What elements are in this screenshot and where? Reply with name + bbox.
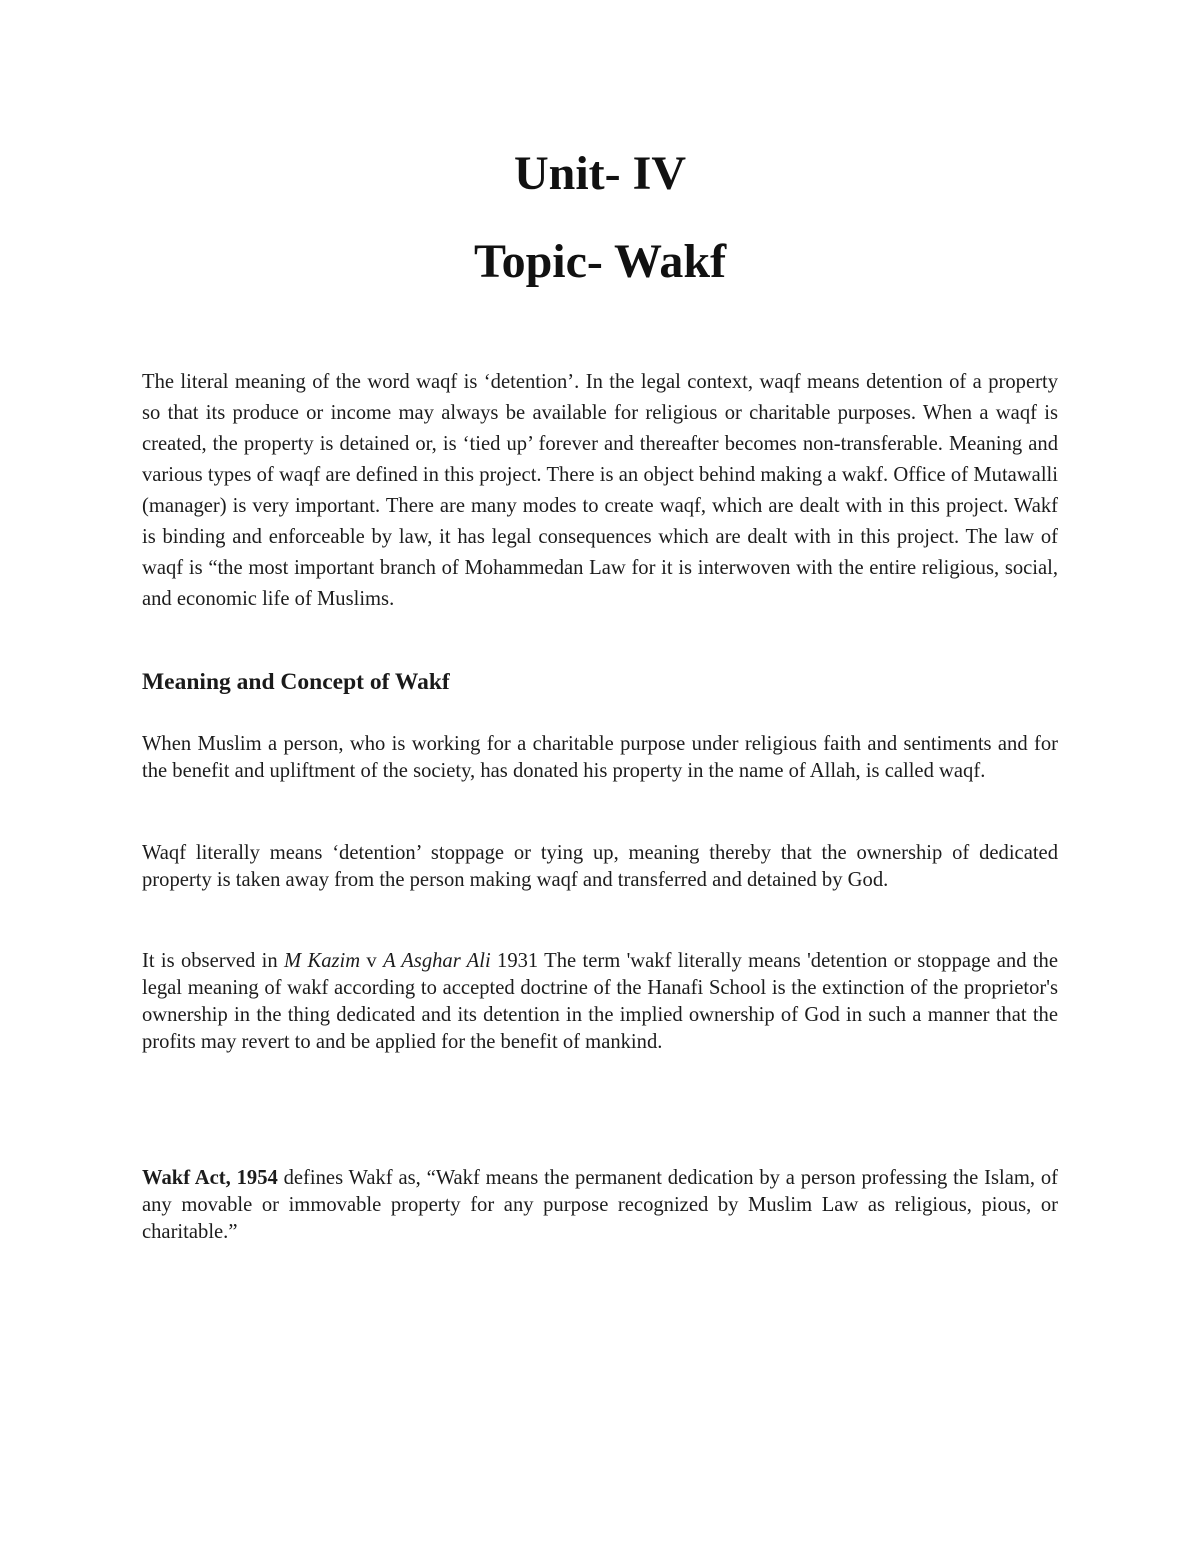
case-rest-text: 1931 The term 'wakf literally means 'detention or stoppage and the legal meaning of wakf according to accepted doctrine of the Hanafi School is the extinction of the proprietor's ownership in the thing dedicated and its detention in the implied ownership of God in such a manner that the profits may revert to and be applied for the benefit of mankind. bbox=[142, 950, 1058, 1053]
case-party-2: A Asghar Ali bbox=[383, 950, 491, 972]
case-versus: v bbox=[360, 950, 384, 972]
case-party-1: M Kazim bbox=[283, 950, 361, 972]
topic-title: Topic- Wakf bbox=[473, 235, 727, 288]
intro-paragraph: The literal meaning of the word waqf is ‘detention’. In the legal context, waqf means detention of a property so that its produce or income may always be available for religious or charitable purposes. When a waqf is created, the property is detained or, is ‘tied up’ forever and thereafter becomes non-transferable. Meaning and various types of waqf are defined in this project. There is an object behind making a wakf. Office of Mutawalli (manager) is very important. There are many modes to create waqf, which are dealt with in this project. Wakf is binding and enforceable by law, it has legal consequences which are dealt with in this project. The law of waqf is “the most important branch of Mohammedan Law for it is interwoven with the entire religious, social, and economic life of Muslims. bbox=[142, 371, 1058, 610]
section-heading: Meaning and Concept of Wakf bbox=[142, 669, 450, 695]
paragraph-wakf-act bbox=[142, 1165, 1058, 1246]
act-definition-text: defines Wakf as, “Wakf means the permanent dedication by a person professing the Islam, of any movable or immovable property for any purpose recognized by Muslim Law as religious, pious, or charitable.” bbox=[142, 1167, 1058, 1243]
paragraph-case-law bbox=[142, 948, 1058, 1056]
paragraph-definition: When Muslim a person, who is working for a charitable purpose under religious faith and sentiments and for the benefit and upliftment of the society, has donated his property in the name of Allah, is called waqf. bbox=[142, 733, 1058, 782]
act-name: Wakf Act, 1954 bbox=[142, 1167, 278, 1189]
unit-title: Unit- IV bbox=[513, 147, 686, 200]
paragraph-literal-meaning: Waqf literally means ‘detention’ stoppage or tying up, meaning thereby that the ownership of dedicated property is taken away from the person making waqf and transferred and detained by God. bbox=[142, 842, 1058, 891]
case-lead-text: It is observed in bbox=[142, 950, 284, 972]
